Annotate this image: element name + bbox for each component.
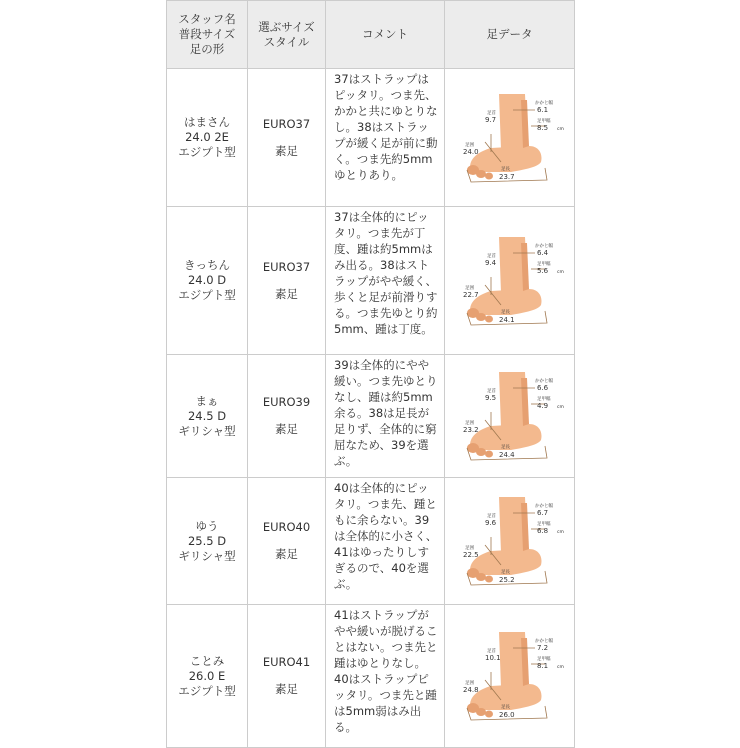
foot-shape: エジプト型 xyxy=(178,683,236,698)
staff-cell xyxy=(167,355,248,478)
ashikubi-label: 足首 xyxy=(486,110,496,116)
header-data: 足データ xyxy=(445,1,575,69)
sokuheii-value: 8.5 xyxy=(536,123,548,132)
table-row xyxy=(167,478,575,605)
ashikubi-label: 足首 xyxy=(486,514,496,519)
ashikubi-label: 足首 xyxy=(486,389,496,394)
sokuheii-label: 足甲幅 xyxy=(536,118,550,124)
toe-shape xyxy=(476,573,486,581)
usual-size: 24.0 2E xyxy=(185,130,229,144)
ashiwa-label: 足囲 xyxy=(464,546,474,551)
staff-cell xyxy=(167,605,248,748)
toe-shape xyxy=(476,313,486,321)
toe-shape xyxy=(476,170,486,178)
staff-name: まぁ xyxy=(195,393,219,408)
ashikubi-value: 9.5 xyxy=(484,394,496,402)
foot-data-cell xyxy=(445,207,575,355)
header-staff-line: 足の形 xyxy=(189,42,225,56)
sokucho-label: 足長 xyxy=(500,166,510,172)
comment-cell: 41はストラップがやや緩いが脱げることはない。つま先と踵はゆとりなし。40はストラップピッタリ。つま先と踵は5mm弱はみ出る。 xyxy=(326,605,445,748)
usual-size: 24.0 D xyxy=(187,273,227,287)
size-cell xyxy=(248,69,326,207)
ashikubi-label: 足首 xyxy=(486,253,496,259)
unit-label: cm xyxy=(556,269,564,275)
staff-cell xyxy=(167,69,248,207)
chosen-size: EURO41 xyxy=(262,655,311,669)
style: 素足 xyxy=(275,547,298,561)
ashikubi-value: 10.1 xyxy=(484,654,501,662)
staff-name: ことみ xyxy=(189,653,225,668)
usual-size: 24.5 D xyxy=(187,408,227,423)
ashiwa-label: 足囲 xyxy=(464,285,474,291)
foot-diagram xyxy=(451,628,569,724)
kakato-label: かかと幅 xyxy=(534,100,553,106)
sokuheii-label: 足甲幅 xyxy=(536,522,550,527)
comment-cell: 37はストラップはピッタリ。つま先、かかと共にゆとりなし。38はストラップが緩く足が前に動く。つま先約5mmゆとりあり。 xyxy=(326,69,445,207)
ashiwa-value: 22.7 xyxy=(462,290,479,299)
foot-diagram xyxy=(451,233,569,329)
staff-cell xyxy=(167,207,248,355)
sokuheii-value: 4.9 xyxy=(536,402,548,410)
style: 素足 xyxy=(275,422,298,436)
header-row xyxy=(167,1,575,69)
toe-shape xyxy=(476,708,486,716)
toe-shape xyxy=(485,576,493,583)
kakato-value: 6.6 xyxy=(536,384,548,392)
header-staff xyxy=(167,1,248,69)
foot-shape: エジプト型 xyxy=(178,145,236,159)
kakato-value: 7.2 xyxy=(536,644,548,652)
foot-diagram xyxy=(451,368,569,464)
header-staff-line: スタッフ名 xyxy=(178,12,236,26)
size-cell xyxy=(248,355,326,478)
sokuheii-label: 足甲幅 xyxy=(536,261,550,267)
sokucho-label: 足長 xyxy=(500,445,510,450)
kakato-label: かかと幅 xyxy=(534,379,553,384)
kakato-label: かかと幅 xyxy=(534,504,553,509)
toe-shape xyxy=(485,315,493,322)
comment-cell: 40は全体的にピッタリ。つま先、踵ともに余らない。39は全体的に小さく、41はゆったりしすぎるので、40を選ぶ。 xyxy=(326,478,445,605)
sokuheii-label: 足甲幅 xyxy=(536,657,550,662)
ashikubi-value: 9.4 xyxy=(484,258,496,267)
sokuheii-label: 足甲幅 xyxy=(536,397,550,402)
ashiwa-label: 足囲 xyxy=(464,681,474,686)
ashiwa-value: 23.2 xyxy=(462,426,479,434)
sokucho-value: 23.7 xyxy=(498,172,515,181)
foot-data-cell xyxy=(445,478,575,605)
sokucho-value: 24.4 xyxy=(498,451,515,459)
toe-shape xyxy=(476,448,486,456)
sokuheii-value: 6.8 xyxy=(536,527,548,535)
kakato-value: 6.1 xyxy=(536,105,548,114)
ashiwa-label: 足囲 xyxy=(464,421,474,426)
header-comment: コメント xyxy=(326,1,445,69)
header-size-line: 選ぶサイズ xyxy=(258,19,315,34)
unit-label: cm xyxy=(556,665,564,670)
chosen-size: EURO37 xyxy=(262,259,311,274)
toe-shape xyxy=(485,711,493,718)
unit-label: cm xyxy=(556,126,564,132)
ashikubi-value: 9.6 xyxy=(484,519,496,527)
foot-shape: ギリシャ型 xyxy=(178,548,236,563)
sokucho-label: 足長 xyxy=(500,705,510,710)
foot-diagram xyxy=(451,90,569,186)
sokuheii-value: 5.6 xyxy=(536,266,548,275)
kakato-value: 6.7 xyxy=(536,509,548,517)
staff-name: きっちん xyxy=(184,258,230,272)
ashiwa-value: 24.0 xyxy=(462,147,479,156)
ashikubi-value: 9.7 xyxy=(484,115,496,124)
kakato-label: かかと幅 xyxy=(534,639,553,644)
header-size-line: スタイル xyxy=(263,34,310,49)
staff-name: ゆう xyxy=(195,518,219,533)
foot-diagram xyxy=(451,493,569,589)
style: 素足 xyxy=(275,286,298,301)
ashiwa-value: 22.5 xyxy=(462,551,479,559)
sokucho-label: 足長 xyxy=(500,309,510,315)
comment-cell: 39は全体的にやや緩い。つま先ゆとりなし、踵は約5mm余る。38は足長が足りず、全体的に窮屈なため、39を選ぶ。 xyxy=(326,355,445,478)
foot-shape: ギリシャ型 xyxy=(178,423,236,438)
toe-shape xyxy=(485,451,493,458)
sokucho-value: 26.0 xyxy=(498,711,515,719)
foot-shape: エジプト型 xyxy=(178,288,236,302)
size-cell xyxy=(248,605,326,748)
sokuheii-value: 8.1 xyxy=(536,662,548,670)
chosen-size: EURO40 xyxy=(262,520,311,534)
sokucho-label: 足長 xyxy=(500,570,510,575)
staff-name: はまさん xyxy=(184,115,230,129)
kakato-label: かかと幅 xyxy=(534,243,553,249)
chosen-size: EURO39 xyxy=(262,395,311,409)
unit-label: cm xyxy=(556,405,564,410)
style: 素足 xyxy=(275,682,298,696)
usual-size: 25.5 D xyxy=(187,533,227,548)
table-row xyxy=(167,207,575,355)
ashiwa-value: 24.8 xyxy=(462,686,479,694)
foot-data-cell xyxy=(445,355,575,478)
style: 素足 xyxy=(275,143,298,158)
table-row xyxy=(167,69,575,207)
toe-shape xyxy=(485,172,493,179)
usual-size: 26.0 E xyxy=(188,668,226,683)
kakato-value: 6.4 xyxy=(536,248,548,257)
ashikubi-label: 足首 xyxy=(486,649,496,654)
sokucho-value: 25.2 xyxy=(498,576,515,584)
size-cell xyxy=(248,478,326,605)
header-staff-line: 普段サイズ xyxy=(178,27,236,41)
comment-cell: 37は全体的にピッタリ。つま先が丁度、踵は約5mmはみ出る。38はストラップがやや緩く、歩くと足が前滑りする。つま先ゆとり約5mm、踵は丁度。 xyxy=(326,207,445,355)
staff-cell xyxy=(167,478,248,605)
sokucho-value: 24.1 xyxy=(498,315,515,324)
table-row xyxy=(167,355,575,478)
table-row xyxy=(167,605,575,748)
ashiwa-label: 足囲 xyxy=(464,142,474,148)
unit-label: cm xyxy=(556,530,564,535)
foot-data-cell xyxy=(445,69,575,207)
header-size xyxy=(248,1,326,69)
size-cell xyxy=(248,207,326,355)
foot-data-cell xyxy=(445,605,575,748)
size-comparison-table xyxy=(166,0,575,748)
chosen-size: EURO37 xyxy=(262,116,311,131)
